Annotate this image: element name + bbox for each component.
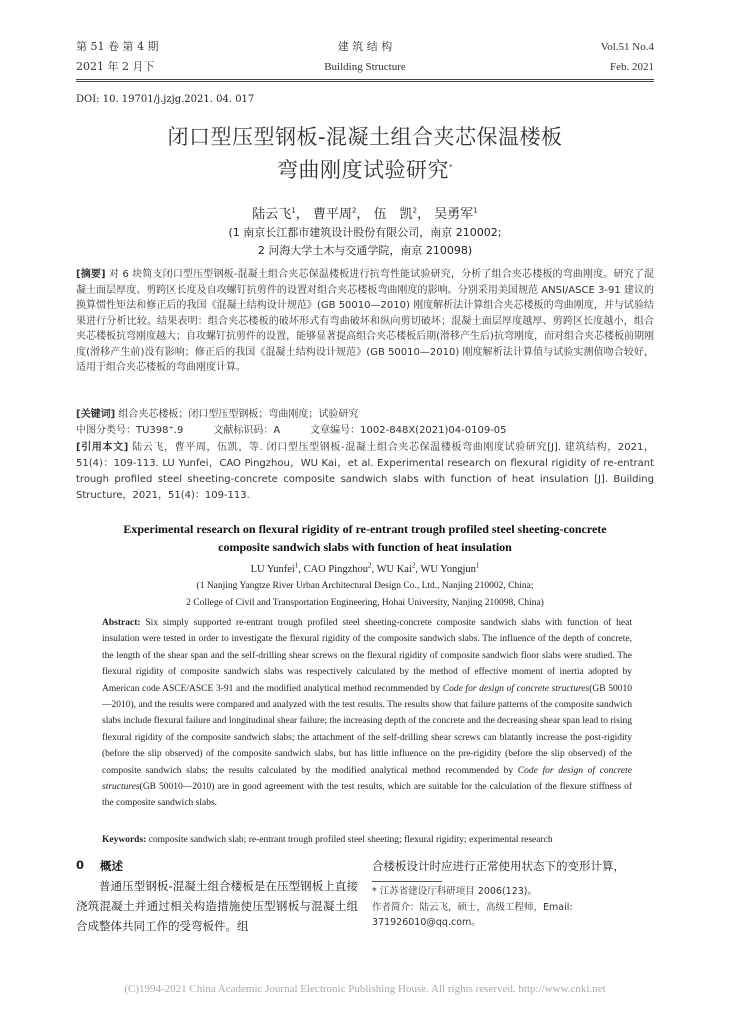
- keywords-en-text: composite sandwich slab; re-entrant trough profiled steel sheeting; flexural rigidity; experimental research: [148, 835, 553, 845]
- citation: [76, 440, 654, 504]
- author-en: WU Kai$^2$,: [376, 561, 421, 575]
- abstract-cn-text: 对 6 块简支闭口型压型钢板-混凝土组合夹芯保温楼板进行抗弯性能试验研究，分析了组合夹芯楼板的弯曲刚度。研究了混凝土面层厚度、剪跨区长度及自攻螺钉抗剪件的设置对组合夹芯楼板弯曲刚度的影响。分别采用美国规范 ANSI/ASCE 3-91 建议的换算惯性矩法和修正后的我国《混凝土结构设计规范》(GB 50010—2010) 刚度解析法计算组合夹芯楼板的弯曲刚度，并与试验结果进行分析比较。结果表明：组合夹芯楼板的破坏形式有弯曲破坏和纵向剪切破坏；混凝土面层厚度越厚、剪跨区长度越小，组合夹芯楼板抗弯刚度越大；自攻螺钉抗剪件的设置，能够显著提高组合夹芯楼板后期(滑移产生后)抗弯刚度，而对组合夹芯楼板前期刚度(滑移产生前)没有影响；修正后的我国《混凝土结构设计规范》(GB 50010—2010) 刚度解析法计算值与试验实测值吻合较好，适用于组合夹芯楼板的弯曲刚度计算。: [76, 269, 654, 373]
- abstract-cn-label: [摘要]: [76, 269, 106, 280]
- abstract-en: Abstract: Six simply supported re-entrant trough profiled steel sheeting-concrete composite sandwich slabs with function of heat insulation were tested in order to investigate the flexural rigidity of the composite sandwich slabs. The influence of the depth of concrete, the length of the shear span and the self-drilling shear screws on the flexural rigidity of composite sandwich floor slabs were studied. The flexural rigidity of composite sandwich slabs was respectively calculated by the method of effective moment of inertia adopted by American code ASCE/ASCE 3-91 and the modified analytical method recommended by Code for design of concrete structures(GB 50010—2010), and the results were compared and analyzed with the test results. The results show that failure patterns of the composite sandwich slabs include flexural failure and longitudinal shear failure; the increasing depth of the concrete and the decreasing shear span lead to rising flexural rigidity of the composite sandwich slabs; the attachment of the self-drilling shear screws can blatantly increase the post-rigidity (before the slip observed) of the composite sandwich slabs, but has little influence on the pre-rigidity (before the slip observed) of the composite sandwich slabs; the results calculated by the modified analytical method recommended by Code for design of concrete structures(GB 50010—2010) are in good agreement with the test results, which are suitable for the calculation of the flexure stiffness of the composite sandwich slabs.: [102, 618, 632, 809]
- title-cn-line2: 弯曲刚度试验研究*: [277, 158, 453, 182]
- affiliation-cn-2: 2 河海大学土木与交通学院，南京 210098): [257, 244, 473, 257]
- doi: DOI: 10. 19701/j.jzjg.2021. 04. 017: [76, 94, 255, 105]
- author-cn: 伍 凯$^2$，: [373, 206, 431, 222]
- keywords-cn-text: 组合夹芯楼板；闭口型压型钢板；弯曲刚度；试验研究: [118, 409, 359, 420]
- journal-volume-en: Vol.51 No.4: [600, 41, 654, 53]
- affiliation-en-2: 2 College of Civil and Transportation Engineering, Hohai University, Nanjing 210098, China): [186, 598, 544, 608]
- affiliation-en-1: (1 Nanjing Yangtze River Urban Architectural Design Co., Ltd., Nanjing 210002, China;: [196, 581, 534, 591]
- section-title: 概述: [100, 859, 123, 873]
- abstract-cn: [76, 267, 654, 376]
- title-cn-line1: 闭口型压型钢板-混凝土组合夹芯保温楼板: [167, 125, 563, 149]
- author-cn: 吴勇军$^1$: [434, 206, 478, 222]
- journal-volume-issue: 第 51 卷 第 4 期: [76, 40, 159, 53]
- author-cn: 曹平周$^2$，: [312, 206, 370, 222]
- journal-name-en: Building Structure: [324, 61, 406, 73]
- keywords-cn: [76, 407, 654, 423]
- journal-date-en: Feb. 2021: [610, 61, 654, 73]
- journal-date-cn: 2021 年 2 月下: [76, 60, 155, 73]
- author-en: CAO Pingzhou$^2$,: [303, 561, 377, 575]
- paper-title-en: [90, 520, 640, 556]
- classification-cn: 中图分类号：TU398⁺.9 文献标识码：A 文章编号：1002-848X(2021)04-0109-05: [76, 425, 507, 436]
- copyright-notice: (C)1994-2021 China Academic Journal Electronic Publishing House. All rights reserved. http://www.cnki.net: [124, 983, 606, 995]
- footnote-rule: [372, 881, 442, 882]
- affiliation-cn-1: (1 南京长江都市建筑设计股份有限公司，南京 210002;: [228, 226, 502, 239]
- body-paragraph-right: 合楼板设计时应进行正常使用状态下的变形计算，: [372, 859, 625, 873]
- keywords-en: [102, 832, 632, 848]
- keywords-en-label: Keywords:: [102, 835, 147, 845]
- body-paragraph-left: 普通压型钢板-混凝土组合楼板是在压型钢板上直接浇筑混凝土并通过相关构造措施使压型钢板与混凝土组合成整体共同工作的受弯板件。组: [76, 879, 358, 933]
- author-en: WU Yongjun$^1$: [420, 561, 480, 575]
- paper-title-cn: [80, 122, 650, 185]
- keywords-cn-label: [关键词]: [76, 409, 116, 420]
- title-en-line1: Experimental research on flexural rigidity of re-entrant trough profiled steel sheeting-concrete: [123, 522, 607, 536]
- section-number: 0: [76, 858, 85, 872]
- journal-name-cn: 建 筑 结 构: [337, 40, 393, 53]
- header-rule-thin: [76, 81, 654, 82]
- title-en-line2: composite sandwich slabs with function of heat insulation: [218, 540, 512, 554]
- header-rule: [76, 79, 654, 80]
- abstract-en-label: Abstract:: [102, 618, 141, 628]
- author-en: LU Yunfei$^1$,: [250, 561, 304, 575]
- author-cn: 陆云飞$^1$，: [252, 206, 309, 222]
- footnote-funding: * 江苏省建设厅科研项目 2006(123)。: [372, 886, 538, 897]
- authors-en: [80, 561, 650, 575]
- citation-text: 陆云飞，曹平周，伍凯，等. 闭口型压型钢板-混凝土组合夹芯保温楼板弯曲刚度试验研究[J]. 建筑结构，2021，51(4)：109-113. LU Yunfei，CAO Pingzhou，WU Kai，et al. Experimental research on flexural rigidity of re-entrant trough profiled steel sheeting-concrete composite sandwich slabs with function of heat insulation [J]. Building Structure，2021，51(4)：109-113.: [76, 442, 655, 501]
- footnote-author: 作者简介：陆云飞，硕士，高级工程师，Email: 371926010@qq.com。: [372, 902, 573, 928]
- authors-cn: [80, 203, 650, 222]
- citation-label: [引用本文]: [76, 442, 129, 453]
